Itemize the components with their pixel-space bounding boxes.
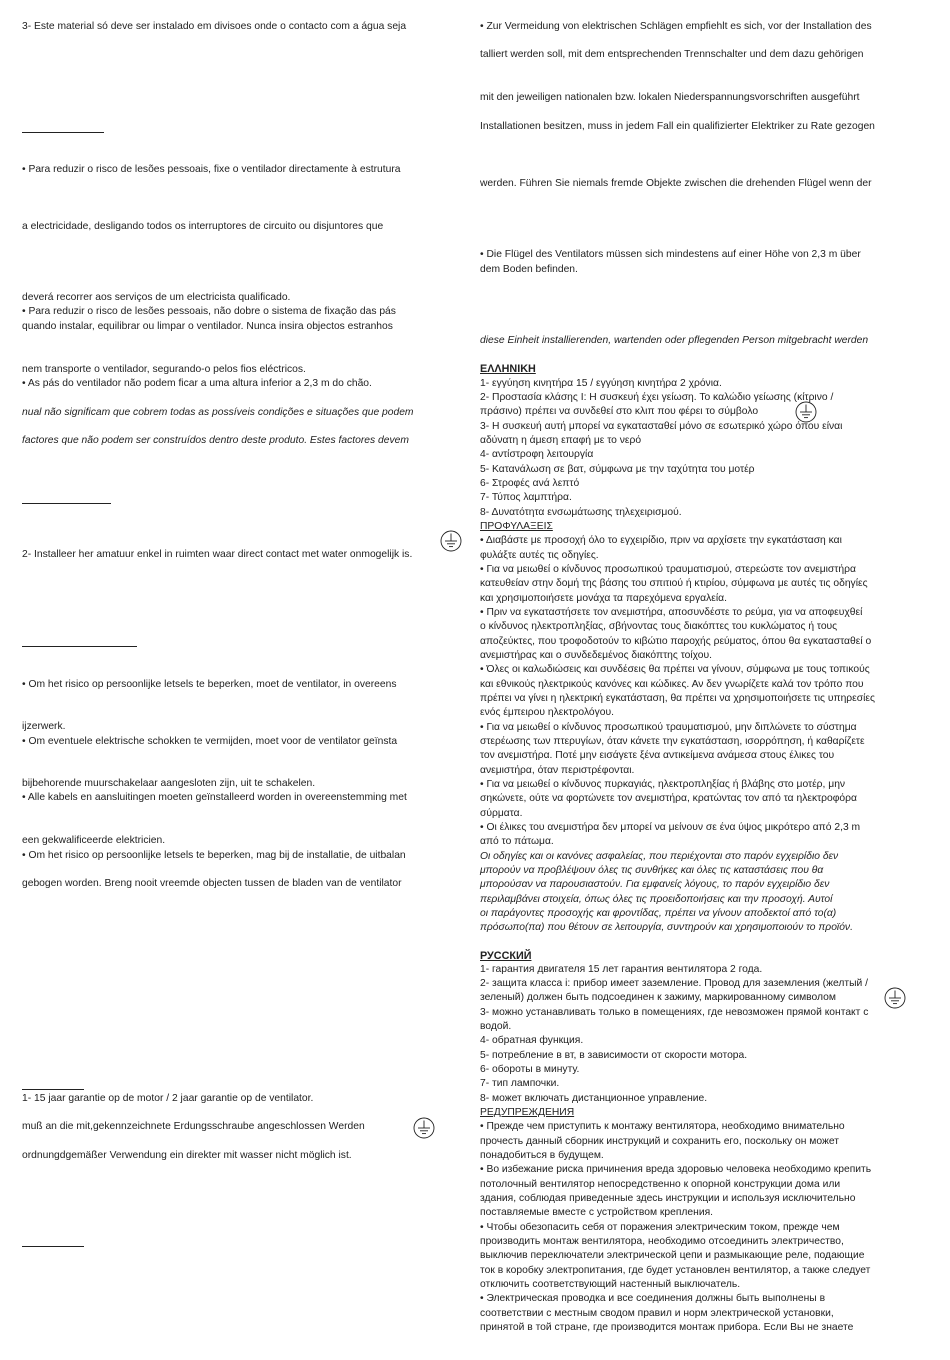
text-line: 3- можно устанавливать только в помещениях, где невозможен прямой контакт с [480, 1007, 869, 1018]
text-line: 4- αντίστροφη λειτουργία [480, 449, 594, 460]
ground-symbol-icon [440, 530, 462, 552]
text-line: • Για να μειωθεί ο κίνδυνος προσωπικού τραυματισμού, στερεώστε τον ανεμιστήρα [480, 564, 856, 575]
text-line: από το πάτωμα. [480, 836, 554, 847]
text-line: werden. Führen Sie niemals fremde Objekte zwischen die drehenden Flügel wenn der [480, 178, 872, 189]
text-line: • Διαβάστε με προσοχή όλο το εγχειρίδιο, πριν να αρχίσετε την εγκατάσταση και [480, 535, 842, 546]
text-line: соответствии с местным сводом правил и норм электрической установки, [480, 1308, 834, 1319]
text-line: Installationen besitzen, muss in jedem Fall ein qualifizierter Elektriker zu Rate gezogen [480, 121, 875, 132]
subheading-warnings-greek: ΠΡΟΦΥΛΑΞΕΙΣ [480, 521, 553, 532]
text-line: 2- защита класса i: прибор имеет заземление. Провод для заземления (желтый / [480, 978, 868, 989]
text-line: και εθνικούς ηλεκτρικούς κανόνες και κώδικες. Αν δεν γνωρίζετε καλά τον τρόπο που [480, 679, 864, 690]
text-line: 1- гарантия двигателя 15 лет гарантия вентилятора 2 года. [480, 964, 763, 975]
text-line: • Om het risico op persoonlijke letsels te beperken, mag bij de installatie, de uitbalan [22, 850, 406, 861]
text-line: ανεμιστήρα, όταν περιστρέφονται. [480, 765, 635, 776]
text-line: κατευθείαν στην δομή της βάσης του σπιτιού ή κτιρίου, σύμφωνα με αυτές τις οδηγίες [480, 578, 868, 589]
text-line: отключить соответствующий настенный выключатель. [480, 1279, 741, 1290]
text-line: 2- Προστασία κλάσης I: Η συσκευή έχει γείωση. Το καλώδιο γείωσης (κίτρινο / [480, 392, 834, 403]
text-line: τον ανεμιστήρα. Ποτέ μην εισάγετε ξένα αντικείμενα ανάμεσα στους έλικες του [480, 750, 835, 761]
text-line: 4- обратная функция. [480, 1035, 584, 1046]
text-line: понадобиться в будущем. [480, 1150, 604, 1161]
text-line: 8- Δυνατότητα ενσωμάτωσης τηλεχειρισμού. [480, 507, 682, 518]
text-line: αποζεύκτες, που τροφοδοτούν το κιβώτιο παροχής ρεύματος, όπου θα εγκατασταθεί ο [480, 636, 872, 647]
section-heading-greek: ΕΛΛΗΝΙΚΗ [480, 363, 536, 375]
text-line: 5- потребление в вт, в зависимости от скорости мотора. [480, 1050, 748, 1061]
text-line: 7- тип лампочки. [480, 1078, 560, 1089]
text-line: μπορούν να προβλέψουν όλες τις συνθήκες και όλες τις καταστάσεις που θα [480, 865, 824, 876]
text-line: πρέπει να γίνει η ηλεκτρική εγκατάσταση, θα πρέπει να χρησιμοποιήσετε τις υπηρεσίες [480, 693, 875, 704]
text-line: • Alle kabels en aansluitingen moeten geïnstalleerd worden in overeenstemming met [22, 792, 407, 803]
text-line: στερέωσης των πτερυγίων, όταν κάνετε την εγκατάσταση, ισορρόπηση, ή καθαρίζετε [480, 736, 865, 747]
text-line: прочесть данный сборник инструкций и сохранить его, поскольку он может [480, 1136, 839, 1147]
section-heading-russian: РУССКИЙ [480, 950, 532, 962]
section-rule [22, 646, 137, 647]
text-line: gebogen worden. Breng nooit vreemde objecten tussen de bladen van de ventilator [22, 878, 402, 889]
text-line: 3- Este material só deve ser instalado em divisoes onde o contacto com a água seja [22, 21, 407, 32]
text-line: 6- Στροφές ανά λεπτό [480, 478, 580, 489]
section-rule [22, 1089, 84, 1090]
text-line: muß an die mit,gekennzeichnete Erdungsschraube angeschlossen Werden [22, 1121, 365, 1132]
text-line: dem Boden befinden. [480, 264, 578, 275]
text-line: 1- εγγύηση κινητήρα 15 / εγγύηση κινητήρα 2 χρόνια. [480, 378, 722, 389]
text-line: οι παράγοντες προσοχής και φροντίδας, πρέπει να γίνουν αποδεκτοί από το(α) [480, 908, 837, 919]
text-line: принятой в той стране, где производится монтаж прибора. Если Вы не знаете [480, 1322, 854, 1333]
text-line: ijzerwerk. [22, 721, 66, 732]
text-line: een gekwalificeerde elektricien. [22, 835, 166, 846]
text-line: зеленый) должен быть подсоединен к зажиму, маркированному символом [480, 992, 836, 1003]
text-line: ordnungdgemäßer Verwendung ein direkter mit wasser nicht möglich ist. [22, 1150, 352, 1161]
text-line: 1- 15 jaar garantie op de motor / 2 jaar garantie op de ventilator. [22, 1093, 314, 1104]
text-line: 2- Installeer her amatuur enkel in ruimten waar direct contact met water onmogelijk is. [22, 549, 413, 560]
text-line: nem transporte o ventilador, segurando-o pelos fios eléctricos. [22, 364, 306, 375]
text-line: здания, соблюдая приведенные здесь инструкции и используя исключительно [480, 1193, 856, 1204]
text-line: φυλάξτε αυτές τις οδηγίες. [480, 550, 599, 561]
text-line: 3- Η συσκευή αυτή μπορεί να εγκατασταθεί μόνο σε εσωτερικό χώρο όπου είναι [480, 421, 843, 432]
text-line: μπορούσαν να παρουσιαστούν. Για εμφανείς λόγους, το παρόν εγχειρίδιο δεν [480, 879, 830, 890]
text-line: • Zur Vermeidung von elektrischen Schlägen empfiehlt es sich, vor der Installation des [480, 21, 872, 32]
text-line: bijbehorende muurschakelaar aangesloten zijn, uit te schakelen. [22, 778, 316, 789]
text-line: περιλαμβάνει στοιχεία, όπως όλες τις προειδοποιήσεις και την προσοχή. Αυτοί [480, 894, 833, 905]
text-line: • Οι έλικες του ανεμιστήρα δεν μπορεί να μείνουν σε ένα ύψος μικρότερο από 2,3 m [480, 822, 861, 833]
text-line: потолочный вентилятор непосредственно к опорной конструкции дома или [480, 1179, 841, 1190]
text-line: • Электрическая проводка и все соединения должны быть выполнены в [480, 1293, 826, 1304]
text-line: • Para reduzir o risco de lesões pessoais, fixe o ventilador directamente à estrutura [22, 164, 401, 175]
text-line: Οι οδηγίες και οι κανόνες ασφαλείας, που περιέχονται στο παρόν εγχειρίδιο δεν [480, 851, 839, 862]
text-line: • Om eventuele elektrische schokken te vermijden, moet voor de ventilator geïnsta [22, 736, 398, 747]
text-line: • Прежде чем приступить к монтажу вентилятора, необходимо внимательно [480, 1121, 845, 1132]
text-line: • Во избежание риска причинения вреда здоровью человека необходимо крепить [480, 1164, 872, 1175]
text-line: πρόσωπο(πα) που θέτουν σε λειτουργία, συντηρούν και χρησιμοποιούν το προϊόν. [480, 922, 853, 933]
text-line: πράσινο) πρέπει να συνδεθεί στο κλιπ που φέρει το σύμβολο [480, 406, 759, 417]
text-line: σύρματα. [480, 808, 523, 819]
text-line: talliert werden soll, mit dem entsprechenden Trennschalter und dem dazu gehörigen [480, 49, 864, 60]
text-line: ο κίνδυνος ηλεκτροπληξίας, σβήνοντας τους διακόπτες του κυκλώματος ή τους [480, 621, 838, 632]
text-line: σηκώνετε, ούτε να φορτώνετε τον ανεμιστήρα, κρατώντας τον από τα ηλεκτροφόρα [480, 793, 857, 804]
text-line: водой. [480, 1021, 512, 1032]
section-rule [22, 1246, 84, 1247]
text-line: • Om het risico op persoonlijke letsels te beperken, moet de ventilator, in overeens [22, 679, 397, 690]
text-line: • Πριν να εγκαταστήσετε τον ανεμιστήρα, αποσυνδέστε το ρεύμα, για να αποφευχθεί [480, 607, 863, 618]
text-line: выключив переключатели электрической цепи и размыкающие реле, подающие [480, 1250, 865, 1261]
ground-symbol-icon [413, 1117, 435, 1139]
text-line: mit den jeweiligen nationalen bzw. lokalen Niederspannungsvorschriften ausgeführt [480, 92, 860, 103]
text-line: 5- Κατανάλωση σε βατ, σύμφωνα με την ταχύτητα του μοτέρ [480, 464, 755, 475]
text-line: 7- Τύπος λαμπτήρα. [480, 492, 572, 503]
text-line: • Όλες οι καλωδιώσεις και συνδέσεις θα πρέπει να γίνουν, σύμφωνα με τους τοπικούς [480, 664, 870, 675]
text-line: • Για να μειωθεί ο κίνδυνος πυρκαγιάς, ηλεκτροπληξίας ή βλάβης στο μοτέρ, μην [480, 779, 846, 790]
text-line: a electricidade, desligando todos os interruptores de circuito ou disjuntores que [22, 221, 384, 232]
text-line: και χρησιμοποιήσετε μονάχα τα παρεχόμενα εργαλεία. [480, 593, 727, 604]
text-line: • As pás do ventilador não podem ficar a uma altura inferior a 2,3 m do chão. [22, 378, 372, 389]
text-line: nual não significam que cobrem todas as possíveis condições e situações que podem [22, 407, 414, 418]
section-rule [22, 503, 111, 504]
text-line: quando instalar, equilibrar ou limpar o ventilador. Nunca insira objectos estranhos [22, 321, 393, 332]
text-line: • Para reduzir o risco de lesões pessoais, não dobre o sistema de fixação das pás [22, 306, 396, 317]
text-line: поставляемые вместе с устройством крепления. [480, 1207, 714, 1218]
text-line: deverá recorrer aos serviços de um electricista qualificado. [22, 292, 291, 303]
text-line: ток в коробку электропитания, где будет установлен вентилятор, а также следует [480, 1265, 871, 1276]
text-line: diese Einheit installierenden, wartenden oder pflegenden Person mitgebracht werden [480, 335, 869, 346]
text-line: 6- обороты в минуту. [480, 1064, 580, 1075]
section-rule [22, 132, 104, 133]
text-line: • Чтобы обезопасить себя от поражения электрическим током, прежде чем [480, 1222, 840, 1233]
text-line: производить монтаж вентилятора, необходимо отсоединить электричество, [480, 1236, 844, 1247]
text-line: 8- может включать дистанционное управление. [480, 1093, 708, 1104]
text-line: ενός έμπειρου ηλεκτρολόγου. [480, 707, 615, 718]
subheading-warnings-russian: РЕДУПРЕЖДЕНИЯ [480, 1107, 575, 1118]
text-line: • Die Flügel des Ventilators müssen sich mindestens auf einer Höhe von 2,3 m über [480, 249, 861, 260]
text-line: factores que não podem ser construídos dentro deste produto. Estes factores devem [22, 435, 409, 446]
text-line: • Για να μειωθεί ο κίνδυνος προσωπικού τραυματισμού, μην διπλώνετε το σύστημα [480, 722, 857, 733]
text-line: ανεμιστήρας και ο συνδεδεμένος διακόπτης τοίχου. [480, 650, 712, 661]
text-line: αδύνατη η άμεση επαφή με το νερό [480, 435, 642, 446]
ground-symbol-icon [884, 987, 906, 1009]
